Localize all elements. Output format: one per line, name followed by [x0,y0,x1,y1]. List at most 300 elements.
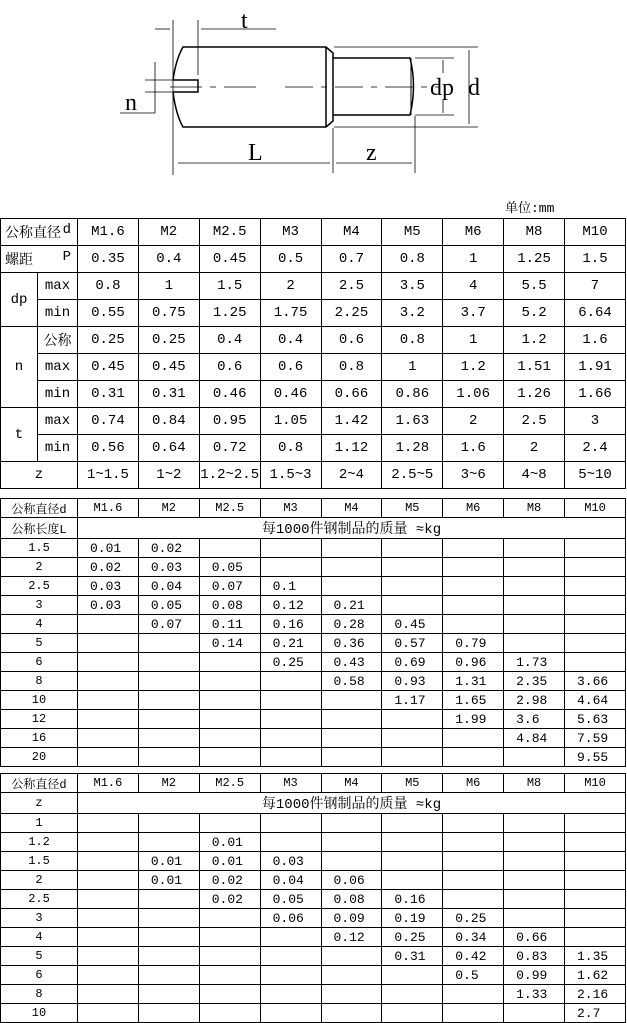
mass-value: 0.04 [138,577,199,596]
table-row [1,710,626,729]
size-header: M2 [138,774,199,793]
mass-value [260,814,321,833]
mass-value [443,985,504,1004]
size-header: M3 [260,774,321,793]
mass-value: 0.09 [321,909,382,928]
size-header: M2.5 [199,499,260,518]
mass-value [78,852,139,871]
dp-row [1,300,626,327]
mass-value [78,691,139,710]
row-key: 5 [1,947,78,966]
row-label: max [38,408,78,435]
mass-value [199,653,260,672]
size-header: M5 [382,499,443,518]
n-value: 1.06 [443,381,504,408]
size-header: M8 [504,774,565,793]
pitch-label: 螺距 [5,253,33,269]
mass-value: 0.36 [321,634,382,653]
n-value: 1.51 [504,354,565,381]
mass-value [138,947,199,966]
n-value: 0.6 [260,354,321,381]
mass-value: 0.03 [78,596,139,615]
mass-value [504,748,565,767]
t-value: 1.6 [443,435,504,462]
mass-value [78,748,139,767]
mass-value [199,748,260,767]
mass-value: 0.31 [382,947,443,966]
size-header: M1.6 [78,219,139,246]
z-row [1,462,626,489]
mass-value [321,691,382,710]
size-header: M2.5 [199,219,260,246]
mass-value: 0.11 [199,615,260,634]
size-header: M2.5 [199,774,260,793]
dp-value: 0.55 [78,300,139,327]
mass-value: 9.55 [565,748,626,767]
mass-value [443,748,504,767]
mass-value: 0.01 [138,852,199,871]
mass-value [199,672,260,691]
mass-value [138,691,199,710]
mass-value [199,710,260,729]
pitch-symbol: P [62,249,71,265]
row-key: 10 [1,691,78,710]
mass-value [78,1004,139,1023]
mass-value [565,634,626,653]
mass-value [504,909,565,928]
t-value: 2.5 [504,408,565,435]
mass-value [78,871,139,890]
mass-value [260,1004,321,1023]
mass-value [382,596,443,615]
mass-value [565,909,626,928]
mass-value [443,596,504,615]
mass-value: 0.19 [382,909,443,928]
mass-value [260,928,321,947]
t-value: 0.56 [78,435,139,462]
mass-value [443,1004,504,1023]
size-header: M5 [382,219,443,246]
n-value: 0.4 [199,327,260,354]
mass-value [138,890,199,909]
mass-caption: 每1000件钢制品的质量 ≈kg [78,518,626,539]
mass-value [199,691,260,710]
mass-value [321,833,382,852]
mass-value: 0.02 [138,539,199,558]
mass-value [321,852,382,871]
row-label: max [38,354,78,381]
pitch-value: 1.25 [504,246,565,273]
n-row [1,327,626,354]
table-row [1,833,626,852]
mass-by-z-table [0,773,626,1023]
row-key: 8 [1,672,78,691]
mass-value [321,1004,382,1023]
n-value: 0.45 [78,354,139,381]
n-value: 1.2 [443,354,504,381]
pitch-value: 0.7 [321,246,382,273]
pitch-value: 1 [443,246,504,273]
mass-value [443,729,504,748]
mass-value [382,833,443,852]
mass-value: 0.03 [78,577,139,596]
size-header: M4 [321,774,382,793]
z-value: 1~1.5 [78,462,139,489]
mass-value [321,814,382,833]
mass-value [138,653,199,672]
size-header: M10 [565,774,626,793]
mass-value [382,985,443,1004]
mass-value: 0.07 [138,615,199,634]
mass-value [443,890,504,909]
nominal-label: 公称直径 [5,226,61,242]
mass-value [565,577,626,596]
mass-value: 0.93 [382,672,443,691]
mass-value [382,814,443,833]
mass-value [260,710,321,729]
mass-value [321,985,382,1004]
t-value: 0.72 [199,435,260,462]
n-value: 0.66 [321,381,382,408]
mass-value: 0.79 [443,634,504,653]
mass-value: 0.01 [138,871,199,890]
mass-value [321,729,382,748]
t-value: 2.4 [565,435,626,462]
row-key: 2.5 [1,890,78,909]
mass-value [260,672,321,691]
mass-value: 1.62 [565,966,626,985]
size-header: M1.6 [78,499,139,518]
dimensions-table [0,218,626,489]
mass-value: 0.16 [382,890,443,909]
mass-value [78,653,139,672]
mass-value [504,596,565,615]
table-row [1,596,626,615]
mass-value: 0.45 [382,615,443,634]
n-value: 0.8 [321,354,382,381]
row-key: 10 [1,1004,78,1023]
dp-value: 2 [260,273,321,300]
mass-value: 0.58 [321,672,382,691]
t-value: 1.63 [382,408,443,435]
dp-value: 1 [138,273,199,300]
mass-value [321,558,382,577]
n-value: 0.46 [260,381,321,408]
mass-value: 0.16 [260,615,321,634]
size-header: M8 [504,499,565,518]
n-value: 1.6 [565,327,626,354]
mass-value: 1.31 [443,672,504,691]
mass-value [78,672,139,691]
mass-value [565,653,626,672]
mass-value: 4.84 [504,729,565,748]
mass-value [565,890,626,909]
pitch-value: 0.35 [78,246,139,273]
pitch-header [1,246,78,273]
row-key: 1.5 [1,852,78,871]
header-row [1,499,626,518]
pitch-value: 0.45 [199,246,260,273]
mass-value [382,539,443,558]
mass-value: 0.05 [199,558,260,577]
mass-value [260,947,321,966]
dp-label: dp [430,75,454,101]
mass-value [382,852,443,871]
mass-value [382,1004,443,1023]
row-key: 6 [1,653,78,672]
size-header: M6 [443,774,504,793]
mass-value: 5.63 [565,710,626,729]
header-row [1,774,626,793]
mass-value [78,909,139,928]
t-value: 0.95 [199,408,260,435]
mass-value [78,729,139,748]
mass-value [260,985,321,1004]
n-value: 0.86 [382,381,443,408]
mass-value: 0.57 [382,634,443,653]
row-label: 公称 [38,327,78,354]
mass-value: 0.14 [199,634,260,653]
row-key: 12 [1,710,78,729]
caption-row [1,518,626,539]
mass-value [199,814,260,833]
mass-value: 0.28 [321,615,382,634]
mass-value [565,928,626,947]
row-label: min [38,435,78,462]
mass-value [504,833,565,852]
mass-value [199,985,260,1004]
mass-value [504,852,565,871]
pitch-value: 0.8 [382,246,443,273]
n-value: 1 [382,354,443,381]
caption-row [1,793,626,814]
n-row [1,381,626,408]
mass-value: 0.25 [443,909,504,928]
dp-row [1,273,626,300]
t-value: 2 [504,435,565,462]
mass-value [321,539,382,558]
mass-value [443,833,504,852]
mass-value [199,966,260,985]
row-key: 2 [1,558,78,577]
mass-value: 0.25 [382,928,443,947]
mass-value: 0.05 [260,890,321,909]
mass-value: 0.05 [138,596,199,615]
t-value: 0.84 [138,408,199,435]
t-value: 0.64 [138,435,199,462]
mass-value [78,814,139,833]
dp-value: 5.2 [504,300,565,327]
mass-value [78,947,139,966]
z-value: 2~4 [321,462,382,489]
mass-value: 0.34 [443,928,504,947]
unit-label: 单位:mm [505,201,555,216]
mass-value [260,691,321,710]
mass-value [504,634,565,653]
d-label: d [468,75,480,101]
z-value: 3~6 [443,462,504,489]
row-label: min [38,381,78,408]
n-value: 0.31 [78,381,139,408]
n-value: 1.91 [565,354,626,381]
row-key: 2 [1,871,78,890]
row-key: 1.2 [1,833,78,852]
pitch-value: 0.5 [260,246,321,273]
n-row [1,354,626,381]
z-value: 1.2~2.5 [199,462,260,489]
mass-value: 0.07 [199,577,260,596]
t-value: 2 [443,408,504,435]
mass-value [504,558,565,577]
size-header: M8 [504,219,565,246]
z-value: 2.5~5 [382,462,443,489]
t-value: 1.12 [321,435,382,462]
mass-value: 1.17 [382,691,443,710]
table-row [1,947,626,966]
table-row [1,748,626,767]
dp-value: 3.7 [443,300,504,327]
mass-value [565,814,626,833]
row-key: 4 [1,928,78,947]
mass-value [199,928,260,947]
dp-value: 6.64 [565,300,626,327]
dp-value: 0.8 [78,273,139,300]
mass-value: 0.03 [138,558,199,577]
dp-value: 0.75 [138,300,199,327]
mass-value: 0.08 [321,890,382,909]
t-value: 0.8 [260,435,321,462]
mass-value [138,748,199,767]
mass-value [78,634,139,653]
t-value: 1.28 [382,435,443,462]
mass-value [138,985,199,1004]
z-value: 4~8 [504,462,565,489]
dp-value: 1.75 [260,300,321,327]
mass-value: 0.25 [260,653,321,672]
mass-value: 0.96 [443,653,504,672]
table-row [1,577,626,596]
mass-value [565,852,626,871]
mass-value [443,539,504,558]
mass-value [565,539,626,558]
mass-value: 0.66 [504,928,565,947]
mass-value [138,1004,199,1023]
mass-value: 0.5 [443,966,504,985]
t-value: 3 [565,408,626,435]
n-value: 1.66 [565,381,626,408]
mass-value [382,710,443,729]
nominal-diameter-header: 公称直径d [1,499,78,518]
n-value: 1 [443,327,504,354]
mass-value: 0.02 [199,871,260,890]
n-value: 0.6 [199,354,260,381]
mass-value [199,947,260,966]
table-row [1,634,626,653]
mass-value: 0.43 [321,653,382,672]
mass-value [565,596,626,615]
nominal-diameter-header [1,219,78,246]
mass-value [260,558,321,577]
size-header: M2 [138,499,199,518]
mass-value [78,966,139,985]
t-group-label: t [1,408,38,462]
n-value: 0.31 [138,381,199,408]
row-label: min [38,300,78,327]
mass-caption: 每1000件钢制品的质量 ≈kg [78,793,626,814]
mass-value [382,577,443,596]
size-header: M3 [260,499,321,518]
row-key: 3 [1,909,78,928]
mass-value [443,814,504,833]
mass-value [260,539,321,558]
row-key-header: z [1,793,78,814]
mass-value [138,966,199,985]
dp-value: 7 [565,273,626,300]
mass-value [565,871,626,890]
table-row [1,966,626,985]
mass-value [443,615,504,634]
z-value: 5~10 [565,462,626,489]
mass-value: 1.65 [443,691,504,710]
mass-value: 0.03 [260,852,321,871]
z-label: z [1,462,78,489]
pitch-value: 1.5 [565,246,626,273]
table-row [1,890,626,909]
dp-value: 5.5 [504,273,565,300]
mass-value: 3.6 [504,710,565,729]
mass-value [443,871,504,890]
mass-value [504,539,565,558]
row-key: 5 [1,634,78,653]
mass-value: 0.1 [260,577,321,596]
mass-value: 1.73 [504,653,565,672]
mass-value [382,729,443,748]
n-group-label: n [1,327,38,408]
size-header: M2 [138,219,199,246]
size-header: M4 [321,499,382,518]
mass-value: 1.35 [565,947,626,966]
z-label: z [366,140,377,166]
mass-value [443,577,504,596]
mass-value: 0.99 [504,966,565,985]
t-row [1,408,626,435]
n-label: n [125,90,137,116]
dp-value: 3.2 [382,300,443,327]
mass-value [78,833,139,852]
table-row [1,672,626,691]
nominal-symbol: d [62,222,71,238]
table-row [1,871,626,890]
mass-value [504,1004,565,1023]
mass-value [321,947,382,966]
mass-value: 0.21 [321,596,382,615]
mass-value [78,928,139,947]
n-value: 1.2 [504,327,565,354]
mass-value [504,890,565,909]
mass-value [138,833,199,852]
mass-value [138,672,199,691]
mass-value: 0.01 [199,852,260,871]
mass-value [138,710,199,729]
mass-value [565,615,626,634]
header-row [1,219,626,246]
L-label: L [248,140,263,166]
n-value: 0.45 [138,354,199,381]
dp-value: 2.25 [321,300,382,327]
mass-value: 1.99 [443,710,504,729]
mass-value: 4.64 [565,691,626,710]
mass-value: 0.04 [260,871,321,890]
